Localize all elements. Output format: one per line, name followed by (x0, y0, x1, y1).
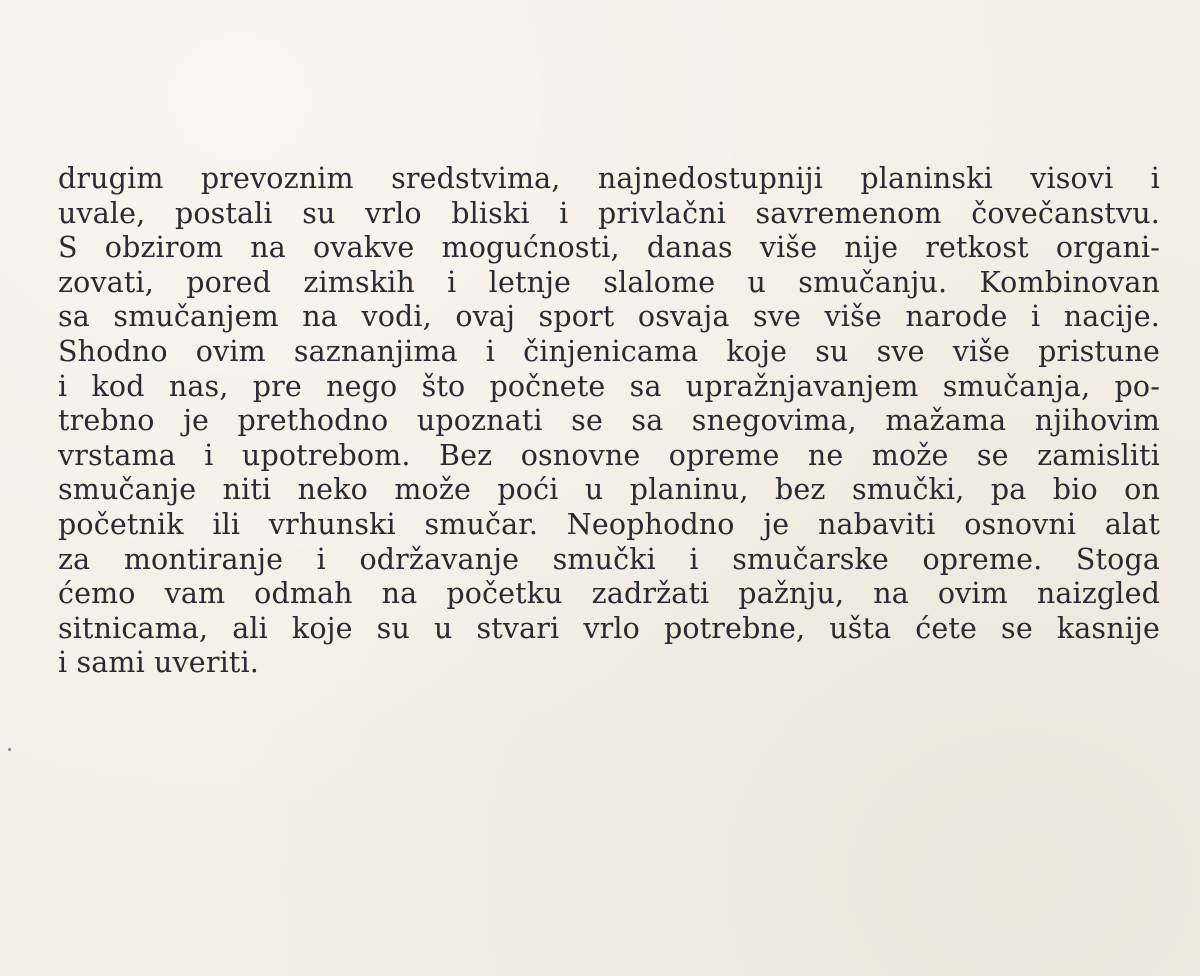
paragraph-line: trebno je prethodno upoznati se sa snegovima, mažama njihovim (58, 404, 1160, 438)
paragraph-line: S obzirom na ovakve mogućnosti, danas više nije retkost organi- (58, 231, 1160, 265)
paragraph-line: sa smučanjem na vodi, ovaj sport osvaja sve više narode i nacije. (58, 300, 1160, 334)
paragraph-line: za montiranje i održavanje smučki i smučarske opreme. Stoga (58, 542, 1160, 576)
paragraph-line: vrstama i upotrebom. Bez osnovne opreme ne može se zamisliti (58, 438, 1160, 472)
paragraph-line: početnik ili vrhunski smučar. Neophodno je nabaviti osnovni alat (58, 507, 1160, 541)
body-paragraph (58, 162, 1160, 681)
paragraph-line-last: i sami uveriti. (58, 646, 259, 680)
paragraph-line: ćemo vam odmah na početku zadržati pažnju, na ovim naizgled (58, 577, 1160, 611)
paragraph-line: drugim prevoznim sredstvima, najnedostupniji planinski visovi i (58, 162, 1160, 195)
paragraph-line: Shodno ovim saznanjima i činjenicama koje su sve više pristune (58, 334, 1160, 368)
paragraph-line: uvale, postali su vrlo bliski i privlačni savremenom čovečanstvu. (58, 196, 1160, 230)
paragraph-line: sitnicama, ali koje su u stvari vrlo potrebne, ušta ćete se kasnije (58, 611, 1160, 645)
paragraph-line: i kod nas, pre nego što počnete sa upražnjavanjem smučanja, po- (58, 369, 1160, 403)
paragraph-line: smučanje niti neko može poći u planinu, bez smučki, pa bio on (58, 473, 1160, 507)
ink-speck (8, 748, 11, 751)
paragraph-line: zovati, pored zimskih i letnje slalome u smučanju. Kombinovan (58, 265, 1160, 299)
